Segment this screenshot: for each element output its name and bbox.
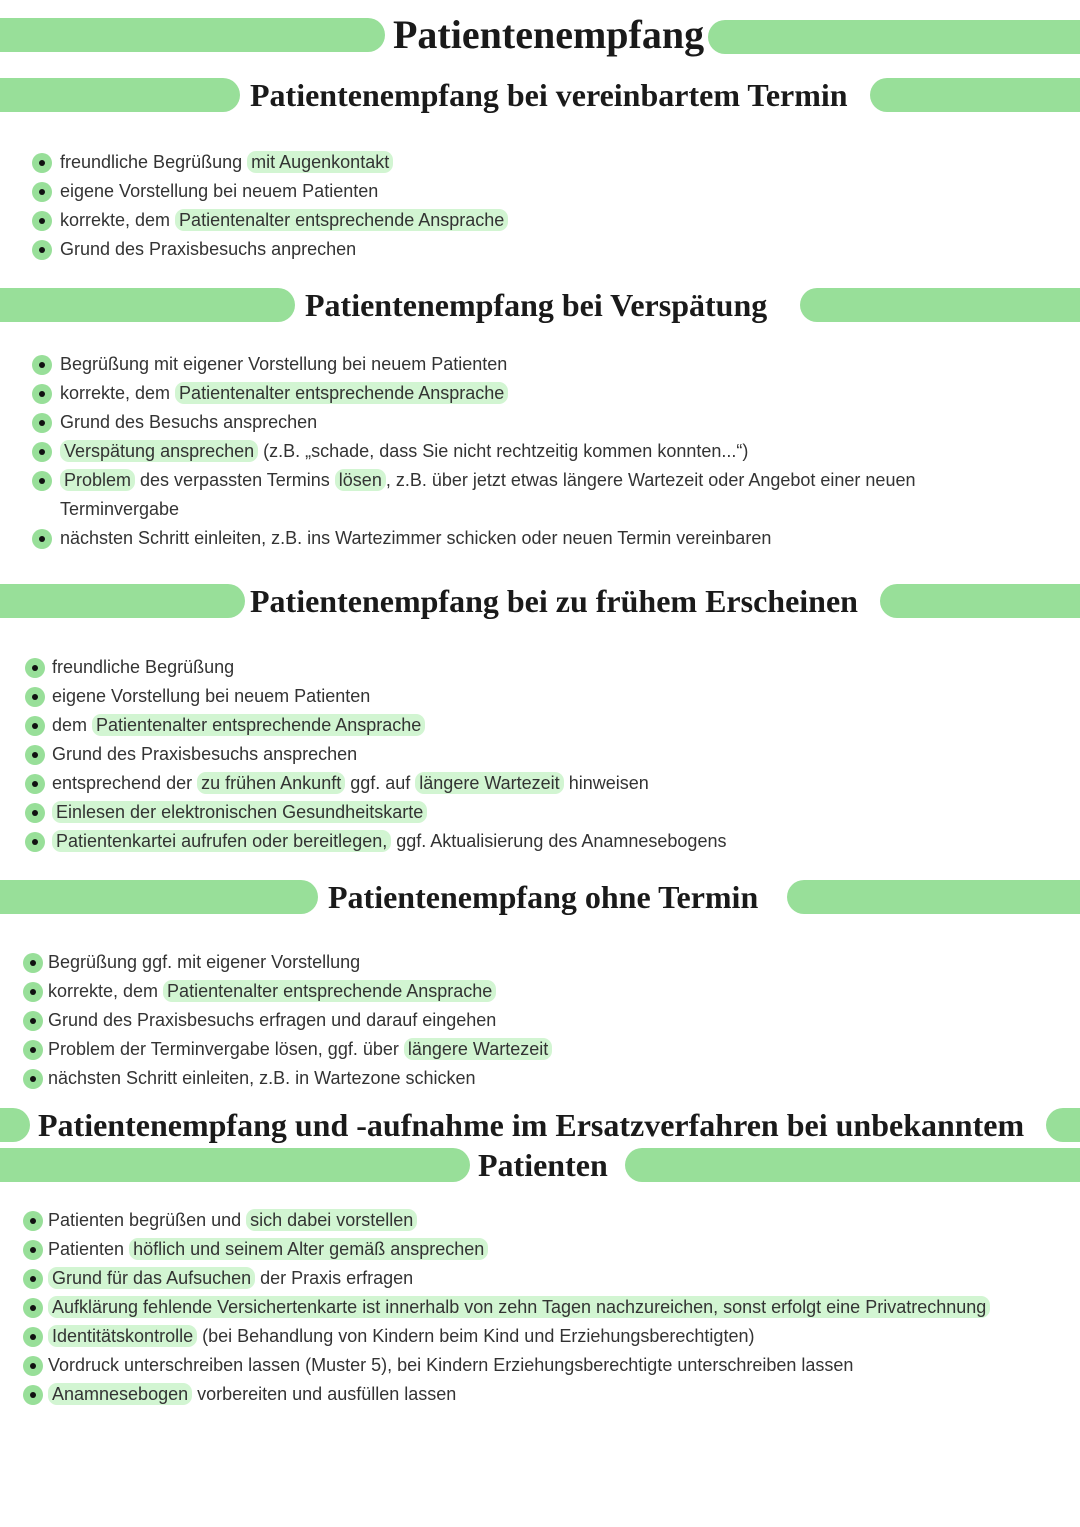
- list-item: [0, 437, 990, 466]
- bullet-icon: [32, 384, 52, 404]
- bullet-icon: [32, 240, 52, 260]
- highlighted-text: Patientenalter entsprechende Ansprache: [163, 980, 496, 1002]
- section-bar-left: [0, 78, 240, 112]
- item-text: ggf. auf: [345, 773, 416, 793]
- bullet-list: [0, 1206, 1050, 1409]
- highlighted-text: Verspätung ansprechen: [60, 440, 258, 462]
- section-bar-right: [1046, 1108, 1080, 1142]
- item-text: vorbereiten und ausfüllen lassen: [192, 1384, 457, 1404]
- item-text: ggf. Aktualisierung des Anamnesebogens: [391, 831, 727, 851]
- list-item: [0, 206, 1000, 235]
- list-item: [0, 177, 1000, 206]
- highlighted-text: Patientenalter entsprechende Ansprache: [175, 209, 508, 231]
- item-text: Patienten begrüßen und: [48, 1210, 247, 1230]
- item-text: hinweisen: [563, 773, 649, 793]
- bullet-list: [0, 350, 990, 553]
- highlighted-text: Grund für das Aufsuchen: [48, 1267, 255, 1289]
- highlighted-text: sich dabei vorstellen: [246, 1209, 417, 1231]
- list-item: [0, 235, 1000, 264]
- list-item: [0, 350, 990, 379]
- section-bar-right: [880, 584, 1080, 618]
- highlighted-text: Patientenalter entsprechende Ansprache: [92, 714, 425, 736]
- bullet-icon: [23, 1298, 43, 1318]
- list-item: [0, 1035, 1000, 1064]
- bullet-icon: [23, 953, 43, 973]
- item-text: Vordruck unterschreiben lassen (Muster 5), bei Kindern Erziehungsberechtigte unterschreiben lassen: [48, 1355, 854, 1375]
- item-text: Begrüßung mit eigener Vorstellung bei neuem Patienten: [60, 354, 508, 374]
- item-text: korrekte, dem: [60, 210, 176, 230]
- bullet-icon: [23, 1356, 43, 1376]
- bullet-icon: [23, 1211, 43, 1231]
- item-text: entsprechend der: [52, 773, 198, 793]
- highlighted-text: höflich und seinem Alter gemäß ansprechen: [129, 1238, 488, 1260]
- list-item: [0, 148, 1000, 177]
- highlighted-text: längere Wartezeit: [404, 1038, 552, 1060]
- highlighted-text: mit Augenkontakt: [247, 151, 393, 173]
- item-text: (z.B. „schade, dass Sie nicht rechtzeitig kommen konnten...“): [258, 441, 749, 461]
- bullet-icon: [25, 658, 45, 678]
- list-item: [0, 1006, 1000, 1035]
- item-text: der Praxis erfragen: [255, 1268, 414, 1288]
- highlighted-text: Identitätskontrolle: [48, 1325, 197, 1347]
- bullet-list: [0, 148, 1000, 264]
- item-text: nächsten Schritt einleiten, z.B. in Wartezone schicken: [48, 1068, 476, 1088]
- section-heading-continued: Patienten: [478, 1147, 608, 1183]
- bullet-icon: [23, 982, 43, 1002]
- bullet-icon: [32, 529, 52, 549]
- section-bar-right: [625, 1148, 1080, 1182]
- list-item: [0, 711, 1000, 740]
- list-item: [0, 798, 1000, 827]
- bullet-icon: [25, 687, 45, 707]
- highlighted-text: lösen: [335, 469, 386, 491]
- bullet-icon: [32, 211, 52, 231]
- list-item: [0, 740, 1000, 769]
- bullet-icon: [25, 716, 45, 736]
- item-text: Grund des Praxisbesuchs anprechen: [60, 239, 357, 259]
- list-item: [0, 1380, 1050, 1409]
- list-item: [0, 524, 990, 553]
- section-bar-right: [787, 880, 1080, 914]
- item-text: Problem der Terminvergabe lösen, ggf. über: [48, 1039, 404, 1059]
- list-item: [0, 948, 1000, 977]
- section-bar-left: [0, 1148, 470, 1182]
- list-item: [0, 769, 1000, 798]
- list-item: [0, 827, 1000, 856]
- list-item: [0, 379, 990, 408]
- bullet-icon: [25, 803, 45, 823]
- item-text: Begrüßung ggf. mit eigener Vorstellung: [48, 952, 361, 972]
- bullet-icon: [32, 182, 52, 202]
- section-bar-left: [0, 880, 318, 914]
- item-text: eigene Vorstellung bei neuem Patienten: [60, 181, 379, 201]
- list-item: [0, 1322, 1050, 1351]
- list-item: [0, 977, 1000, 1006]
- highlighted-text: Anamnesebogen: [48, 1383, 192, 1405]
- list-item: [0, 1064, 1000, 1093]
- title-bar-left: [0, 18, 385, 52]
- bullet-icon: [23, 1040, 43, 1060]
- list-item: [0, 1351, 1050, 1380]
- item-text: freundliche Begrüßung: [60, 152, 248, 172]
- bullet-list: [0, 948, 1000, 1093]
- section-heading: Patientenempfang ohne Termin: [328, 879, 759, 915]
- section-heading: Patientenempfang bei vereinbartem Termin: [250, 77, 848, 113]
- list-item: [0, 466, 990, 524]
- bullet-icon: [23, 1069, 43, 1089]
- item-text: nächsten Schritt einleiten, z.B. ins Wartezimmer schicken oder neuen Termin vereinbaren: [60, 528, 772, 548]
- bullet-icon: [25, 745, 45, 765]
- item-text: Patienten: [48, 1239, 130, 1259]
- bullet-icon: [25, 832, 45, 852]
- section-bar-right: [800, 288, 1080, 322]
- bullet-icon: [23, 1240, 43, 1260]
- bullet-icon: [23, 1385, 43, 1405]
- bullet-icon: [23, 1269, 43, 1289]
- highlighted-text: Aufklärung fehlende Versichertenkarte ist innerhalb von zehn Tagen nachzureichen, sonst erfolgt eine Privatrechnung: [48, 1296, 990, 1318]
- bullet-icon: [32, 442, 52, 462]
- title-bar-right: [708, 20, 1080, 54]
- bullet-icon: [32, 153, 52, 173]
- list-item: [0, 408, 990, 437]
- item-text: Grund des Praxisbesuchs ansprechen: [52, 744, 358, 764]
- bullet-list: [0, 653, 1000, 856]
- section-bar-left: [0, 288, 295, 322]
- list-item: [0, 1206, 1050, 1235]
- bullet-icon: [32, 413, 52, 433]
- item-text: (bei Behandlung von Kindern beim Kind und Erziehungsberechtigten): [197, 1326, 755, 1346]
- list-item: [0, 653, 1000, 682]
- highlighted-text: Einlesen der elektronischen Gesundheitskarte: [52, 801, 427, 823]
- section-bar-left: [0, 584, 245, 618]
- list-item: [0, 1264, 1050, 1293]
- item-text: eigene Vorstellung bei neuem Patienten: [52, 686, 371, 706]
- list-item: [0, 1235, 1050, 1264]
- section-bar-right: [870, 78, 1080, 112]
- item-text: , z.B. über jetzt etwas längere Wartezeit oder Angebot einer neuen Terminvergabe: [60, 470, 916, 519]
- bullet-icon: [32, 355, 52, 375]
- list-item: [0, 1293, 1050, 1322]
- item-text: Grund des Besuchs ansprechen: [60, 412, 318, 432]
- item-text: korrekte, dem: [60, 383, 176, 403]
- page-title: Patientenempfang: [393, 12, 705, 57]
- bullet-icon: [23, 1011, 43, 1031]
- highlighted-text: längere Wartezeit: [415, 772, 563, 794]
- item-text: korrekte, dem: [48, 981, 164, 1001]
- bullet-icon: [25, 774, 45, 794]
- section-heading: Patientenempfang bei zu frühem Erscheinen: [250, 583, 858, 619]
- item-text: freundliche Begrüßung: [52, 657, 235, 677]
- bullet-icon: [23, 1327, 43, 1347]
- list-item: [0, 682, 1000, 711]
- section-heading: Patientenempfang bei Verspätung: [305, 287, 768, 323]
- highlighted-text: Patientenalter entsprechende Ansprache: [175, 382, 508, 404]
- section-bar-left: [0, 1108, 30, 1142]
- highlighted-text: Problem: [60, 469, 135, 491]
- item-text: dem: [52, 715, 93, 735]
- bullet-icon: [32, 471, 52, 491]
- highlighted-text: Patientenkartei aufrufen oder bereitlegen,: [52, 830, 391, 852]
- item-text: Grund des Praxisbesuchs erfragen und darauf eingehen: [48, 1010, 497, 1030]
- item-text: des verpassten Termins: [135, 470, 335, 490]
- section-heading: Patientenempfang und -aufnahme im Ersatzverfahren bei unbekanntem: [38, 1107, 1025, 1143]
- highlighted-text: zu frühen Ankunft: [197, 772, 345, 794]
